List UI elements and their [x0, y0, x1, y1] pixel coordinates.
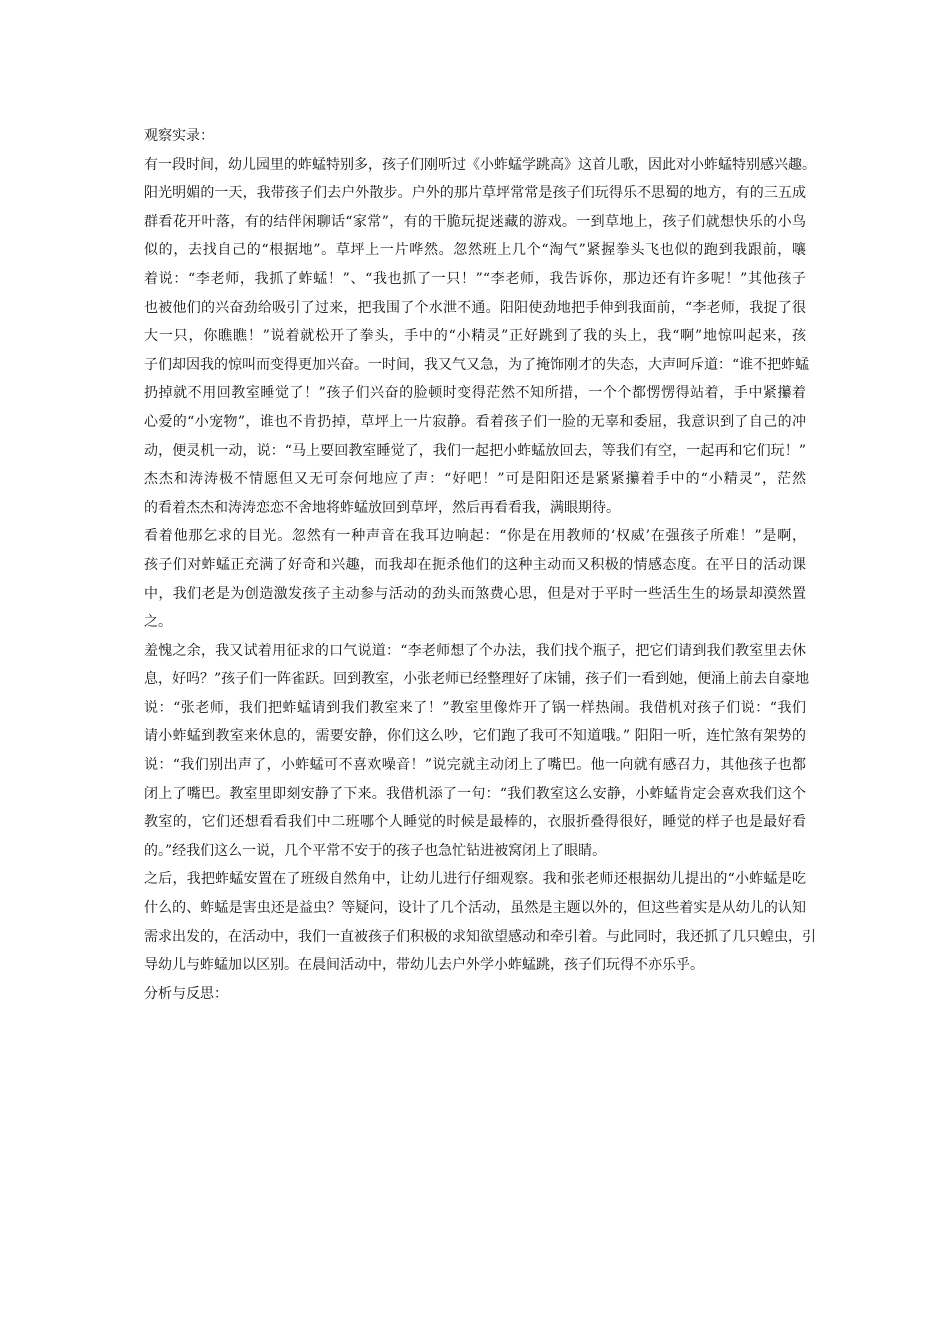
document-page — [144, 122, 816, 1008]
text-line: 扔掉就不用回教室睡觉了！”孩子们兴奋的脸顿时变得茫然不知所措，一个个都愣愣得站着，手中紧攥着 — [144, 385, 806, 402]
text-line-last: 的。”经我们这么一说，几个平常不安于的孩子也急忙钻进被窝闭上了眼睛。 — [144, 842, 607, 859]
text-line: 需求出发的，在活动中，我们一直被孩子们积极的求知欲望感动和牵引着。与此同时，我还抓了几只蝗虫，引 — [144, 928, 816, 945]
text-line: 似的，去找自己的“根据地”。草坪上一片哗然。忽然班上几个“淘气”紧握拳头飞也似的跑到我跟前，嚷 — [144, 242, 806, 259]
text-line: 什么的、蚱蜢是害虫还是益虫？等疑问，设计了几个活动，虽然是主题以外的，但这些着实是从幼儿的认知 — [144, 900, 806, 917]
text-line: 动，便灵机一动，说：“马上要回教室睡觉了，我们一起把小蚱蜢放回去，等我们有空，一起再和它们玩！” — [144, 442, 806, 459]
text-line: 群看花开叶落，有的结伴闲聊话“家常”，有的干脆玩捉迷藏的游戏。一到草地上，孩子们就想快乐的小鸟 — [144, 213, 806, 230]
text-line: 着说：“李老师，我抓了蚱蜢！”、“我也抓了一只！”“李老师，我告诉你，那边还有许多呢！”其他孩子 — [144, 270, 806, 287]
paragraph-3 — [144, 637, 810, 866]
heading-analysis: 分析与反思： — [144, 985, 228, 1002]
text-line: 看着他那乞求的目光。忽然有一种声音在我耳边响起：“你是在用教师的‘权威’在强孩子所难！”是啊， — [144, 528, 806, 545]
text-line: 闭上了嘴巴。教室里即刻安静了下来。我借机添了一句：“我们教室这么安静，小蚱蜢肯定会喜欢我们这个 — [144, 785, 806, 802]
heading-observation: 观察实录： — [144, 128, 214, 144]
text-line: 中，我们老是为创造激发孩子主动参与活动的劲头而煞费心思，但是对于平时一些活生生的场景却漠然置 — [144, 585, 806, 602]
text-line: 大一只，你瞧瞧！”说着就松开了拳头，手中的“小精灵”正好跳到了我的头上，我“啊”地惊叫起来，孩 — [144, 328, 806, 345]
text-line: 羞愧之余，我又试着用征求的口气说道：“李老师想了个办法，我们找个瓶子，把它们请到我们教室里去休 — [144, 642, 806, 659]
text-line: 之后，我把蚱蜢安置在了班级自然角中，让幼儿进行仔细观察。我和张老师还根据幼儿提出的“小蚱蜢是吃 — [144, 871, 806, 888]
text-line-last: 的看着杰杰和涛涛恋恋不舍地将蚱蜢放回到草坪，然后再看看我，满眼期待。 — [144, 499, 620, 516]
text-line: 请小蚱蜢到教室来休息的，需要安静，你们这么吵，它们跑了我可不知道哦。” 阳阳一听，连忙煞有架势的 — [144, 728, 806, 745]
text-line: 有一段时间，幼儿园里的蚱蜢特别多，孩子们刚听过《小蚱蜢学跳高》这首儿歌，因此对小蚱蜢特别感兴趣。 — [144, 156, 816, 173]
text-line: 说：“我们别出声了，小蚱蜢可不喜欢噪音！”说完就主动闭上了嘴巴。他一向就有感召力，其他孩子也都 — [144, 757, 806, 774]
paragraph-2 — [144, 522, 806, 636]
paragraph-1 — [144, 151, 816, 523]
text-line: 心爱的“小宠物”，谁也不肯扔掉，草坪上一片寂静。看着孩子们一脸的无辜和委屈，我意识到了自己的冲 — [144, 413, 806, 430]
text-line: 教室的，它们还想看看我们中二班哪个人睡觉的时候是最棒的，衣服折叠得很好，睡觉的样子也是最好看 — [144, 814, 806, 831]
text-line: 说：“张老师，我们把蚱蜢请到我们教室来了！”教室里像炸开了锅一样热闹。我借机对孩子们说：“我们 — [144, 699, 806, 716]
text-line-last: 导幼儿与蚱蜢加以区别。在晨间活动中，带幼儿去户外学小蚱蜢跳，孩子们玩得不亦乐乎。 — [144, 957, 704, 974]
paragraph-4 — [144, 865, 816, 979]
text-line-last: 之。 — [144, 614, 172, 631]
text-line: 孩子们对蚱蜢正充满了好奇和兴趣，而我却在扼杀他们的这种主动而又积极的情感态度。在平日的活动课 — [144, 556, 806, 573]
text-line: 子们却因我的惊叫而变得更加兴奋。一时间，我又气又急，为了掩饰刚才的失态，大声呵斥道：“谁不把蚱蜢 — [144, 356, 810, 373]
text-line: 阳光明媚的一天，我带孩子们去户外散步。户外的那片草坪常常是孩子们玩得乐不思蜀的地方，有的三五成 — [144, 185, 806, 202]
text-line: 息，好吗？”孩子们一阵雀跃。回到教室，小张老师已经整理好了床铺，孩子们一看到她，便涌上前去自豪地 — [144, 671, 810, 688]
text-line: 也被他们的兴奋劲给吸引了过来，把我围了个水泄不通。阳阳使劲地把手伸到我面前，“李老师，我捉了很 — [144, 299, 806, 316]
text-line: 杰杰和涛涛极不情愿但又无可奈何地应了声：“好吧！”可是阳阳还是紧紧攥着手中的“小精灵”，茫然 — [144, 471, 806, 488]
